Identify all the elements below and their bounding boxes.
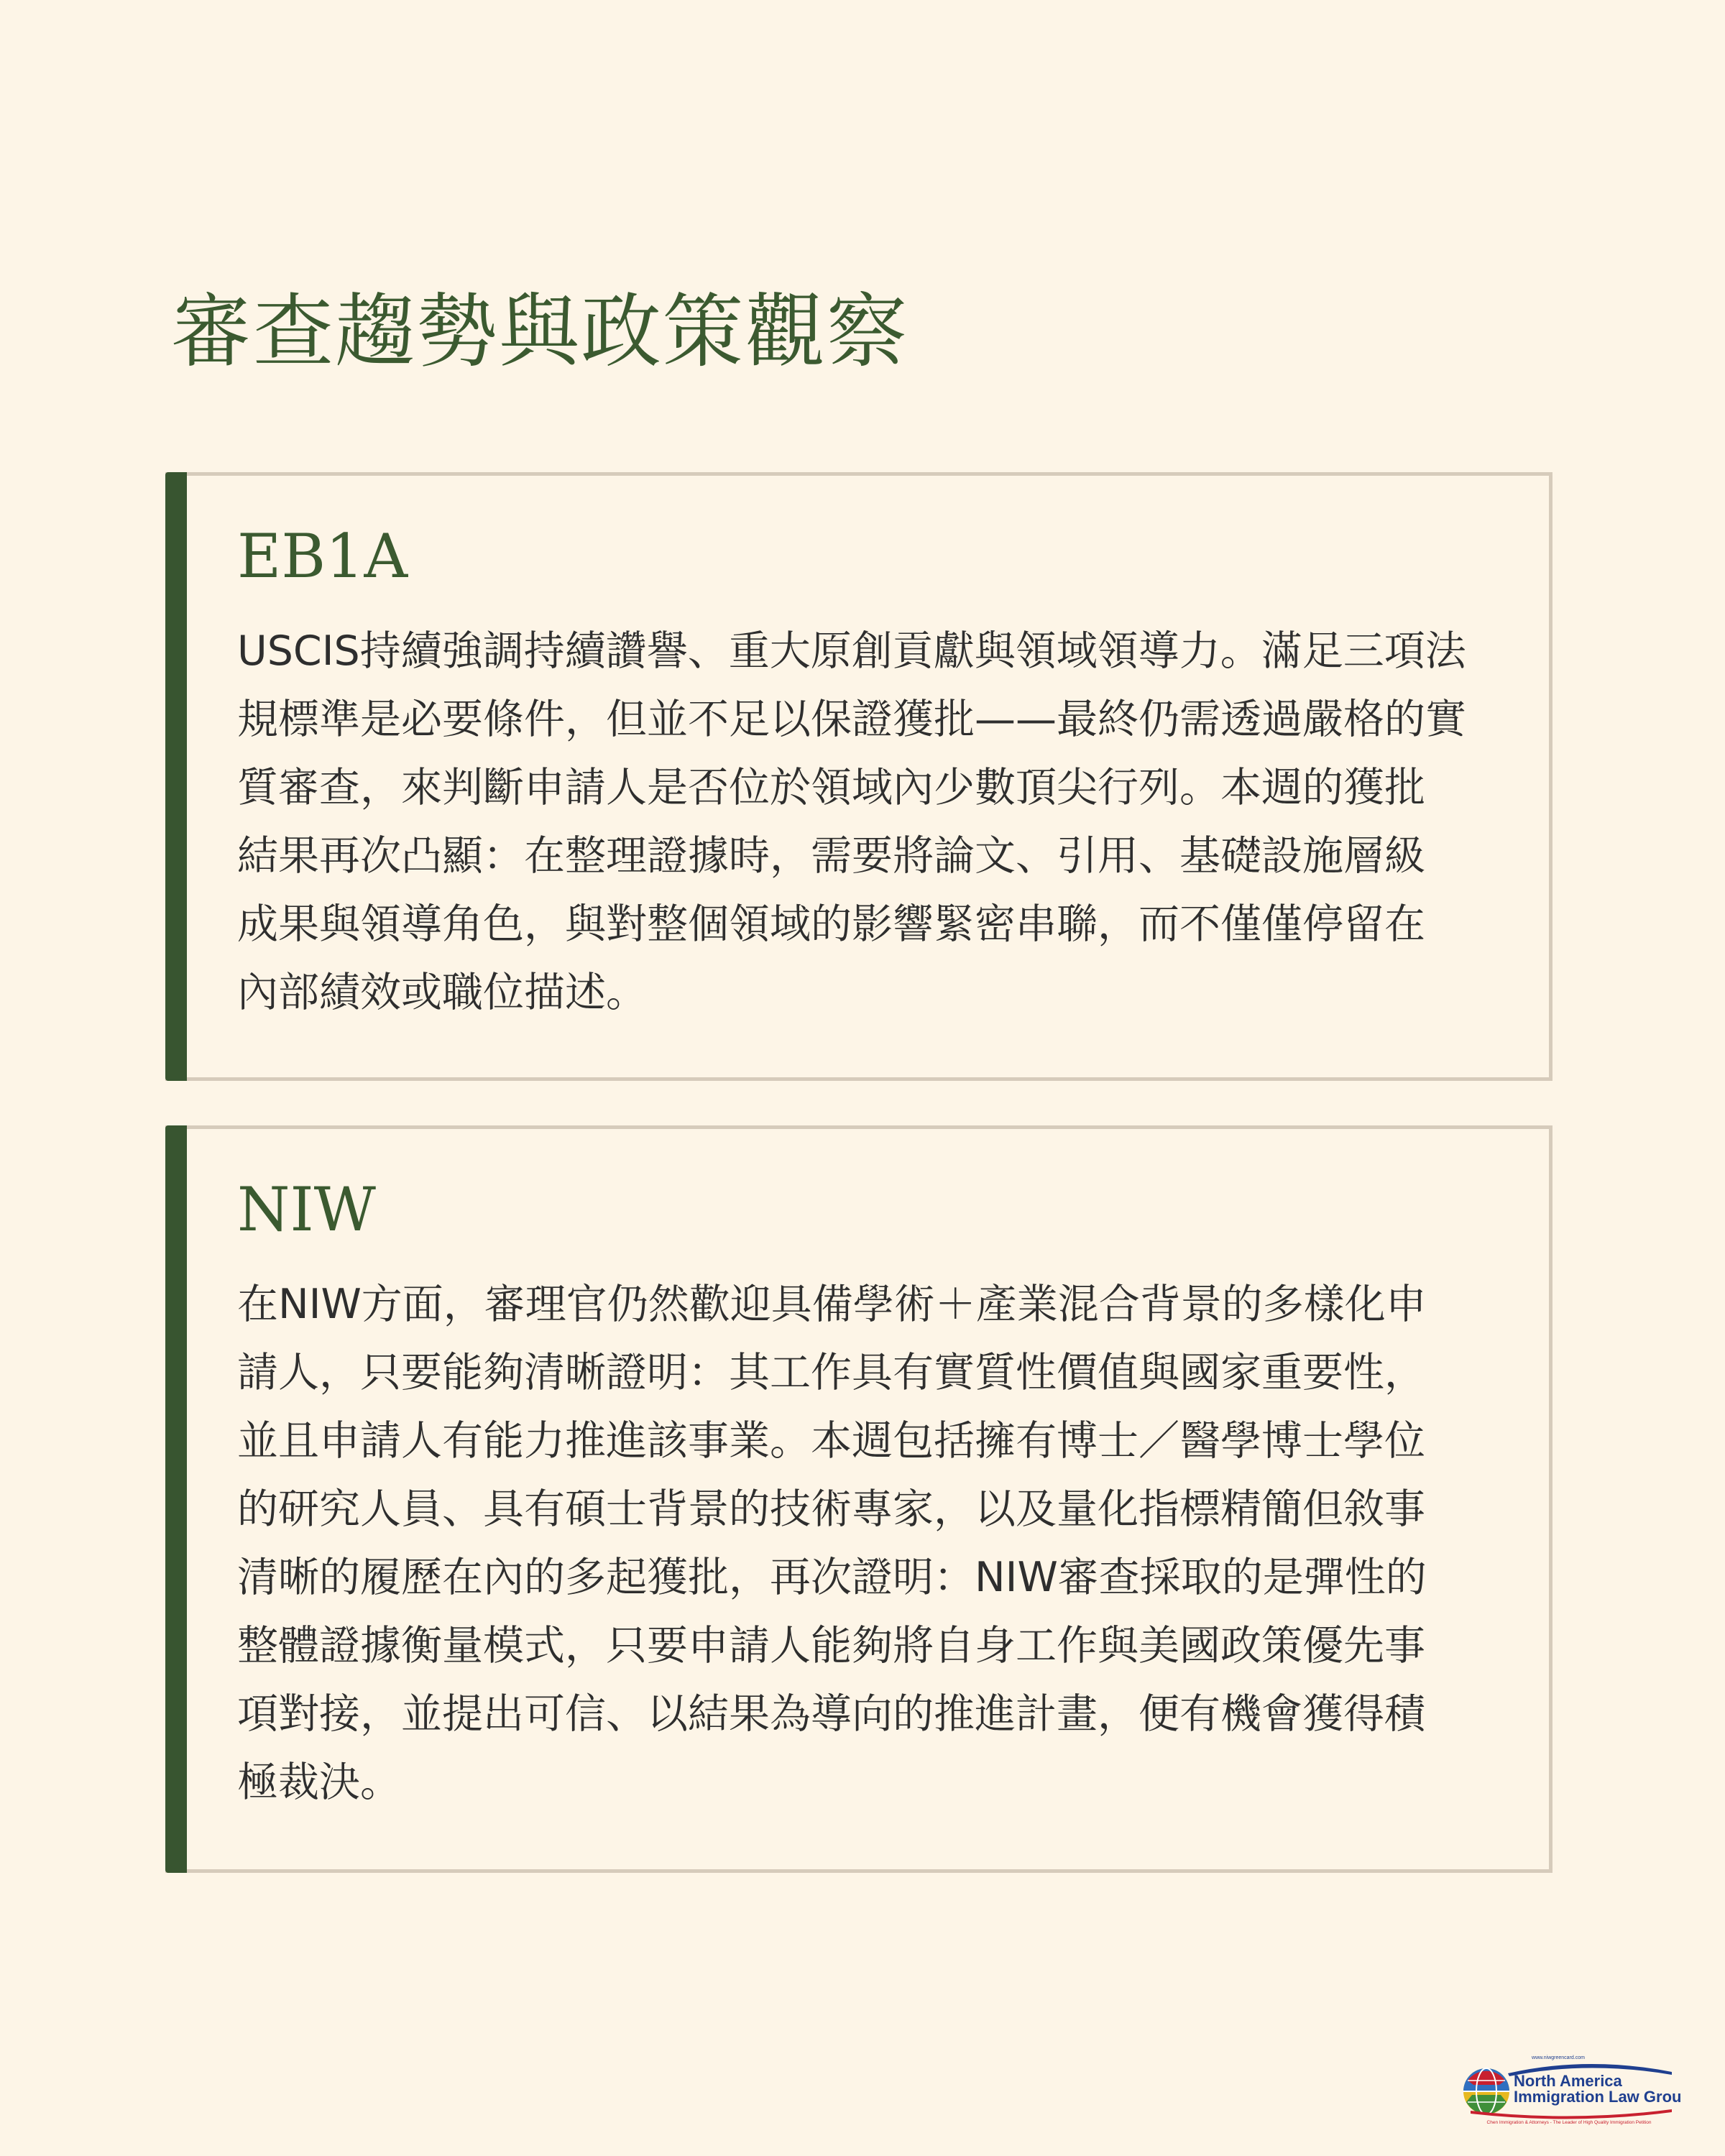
- eb1a-section-body: [237, 617, 1502, 1027]
- body-line: 規標準是必要條件，但並不足以保證獲批——最終仍需透過嚴格的實: [237, 696, 1466, 743]
- body-line: 質審查，來判斷申請人是否位於領域內少數頂尖行列。本週的獲批: [237, 764, 1425, 811]
- logo-website: www.niwgreencard.com: [1532, 2055, 1585, 2060]
- globe-logo-icon: [1458, 2052, 1680, 2131]
- body-line: USCIS持續強調持續讚譽、重大原創貢獻與領域領導力。滿足三項法: [237, 627, 1466, 675]
- page-title: 審查趨勢與政策觀察: [171, 285, 908, 379]
- body-line: 極裁決。: [237, 1759, 401, 1806]
- company-logo: [1458, 2052, 1680, 2131]
- body-line: 並且申請人有能力推進該事業。本週包括擁有博士／醫學博士學位: [237, 1417, 1425, 1465]
- body-line: 內部績效或職位描述。: [237, 969, 647, 1016]
- logo-swoosh-bottom: [1471, 2109, 1672, 2119]
- logo-line1: North America: [1514, 2072, 1622, 2090]
- eb1a-section-title: EB1A: [237, 521, 408, 591]
- eb1a-section-card: [165, 472, 1552, 1081]
- body-line: 的研究人員、具有碩士背景的技術專家，以及量化指標精簡但敘事: [237, 1485, 1425, 1533]
- body-line: 結果再次凸顯：在整理證據時，需要將論文、引用、基礎設施層級: [237, 832, 1425, 880]
- body-line: 清晰的履歷在內的多起獲批，再次證明：NIW審查採取的是彈性的: [237, 1554, 1427, 1601]
- logo-tagline: Chen Immigration & Attorneys - The Leader of High Quality Immigration Petition: [1486, 2120, 1652, 2125]
- niw-section-title: NIW: [237, 1174, 377, 1245]
- logo-line2: Immigration Law Group: [1514, 2088, 1680, 2106]
- body-line: 整體證據衡量模式，只要申請人能夠將自身工作與美國政策優先事: [237, 1622, 1425, 1669]
- niw-section-card: [165, 1125, 1552, 1873]
- body-line: 項對接，並提出可信、以結果為導向的推進計畫，便有機會獲得積: [237, 1690, 1425, 1738]
- body-line: 請人，只要能夠清晰證明：其工作具有實質性價值與國家重要性，: [237, 1349, 1425, 1396]
- body-line: 成果與領導角色，與對整個領域的影響緊密串聯，而不僅僅停留在: [237, 900, 1425, 948]
- niw-section-body: [237, 1271, 1502, 1817]
- body-line: 在NIW方面，審理官仍然歡迎具備學術＋產業混合背景的多樣化申: [237, 1281, 1427, 1328]
